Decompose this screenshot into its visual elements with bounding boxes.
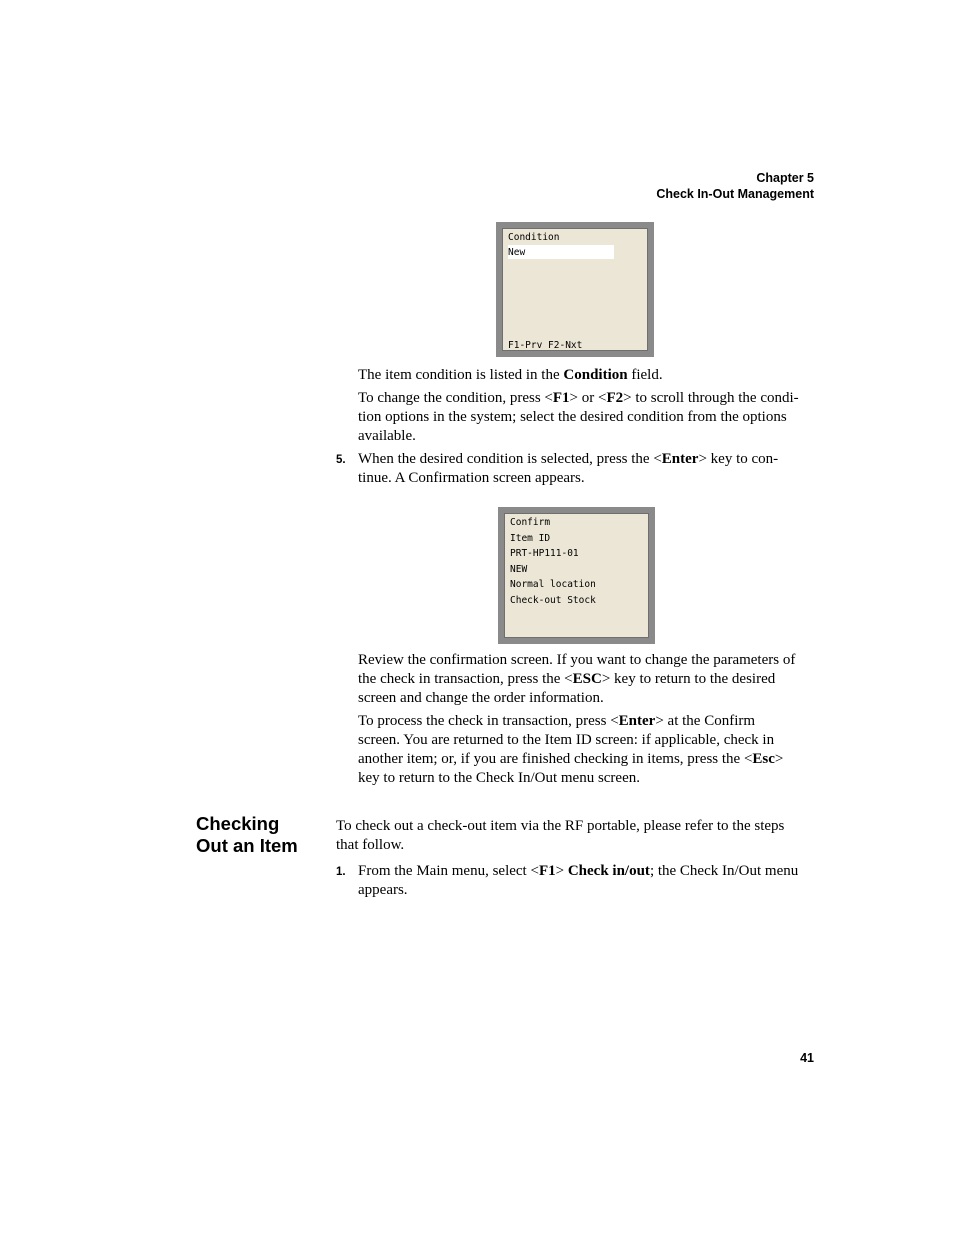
running-header-chapter: Chapter 5	[756, 171, 814, 185]
screen-selected-line: New	[508, 245, 614, 259]
step-number: 1.	[336, 866, 346, 878]
paragraph-review-confirmation: Review the confirmation screen. If you want to change the parameters of the check in transaction, press the <ESC> key to return to the desired screen and change the order information.	[358, 652, 796, 706]
screen-footer: F1-Prv F2-Nxt	[508, 340, 583, 351]
condition-screen	[496, 222, 654, 357]
section-heading: Checking Out an Item	[196, 813, 298, 856]
page-number: 41	[800, 1051, 814, 1065]
running-header-section: Check In-Out Management	[656, 187, 814, 201]
confirm-screen	[498, 507, 655, 644]
paragraph-condition-field: The item condition is listed in the Condition field.	[358, 367, 663, 383]
screen-line: Confirm	[510, 517, 551, 528]
screen-line: Condition	[508, 232, 560, 243]
screen-line: PRT-HP111-01	[510, 548, 579, 559]
paragraph-change-condition: To change the condition, press <F1> or <F2> to scroll through the condi- tion options in the system; select the desired condition from the options available.	[358, 390, 799, 444]
screen-line: Item ID	[510, 532, 551, 544]
screen-line: NEW	[510, 563, 528, 575]
step-1-text: From the Main menu, select <F1> Check in/out; the Check In/Out menu appears.	[358, 863, 799, 898]
step-5-text: When the desired condition is selected, press the <Enter> key to con- tinue. A Confirmation screen appears.	[358, 451, 779, 486]
step-number: 5.	[336, 454, 346, 466]
section-intro: To check out a check-out item via the RF portable, please refer to the steps that follow.	[336, 818, 785, 853]
paragraph-process-transaction: To process the check in transaction, press <Enter> at the Confirm screen. You are returned to the Item ID screen: if applicable, check in another item; or, if you are finished checking in items, press the <Esc> key to return to the Check In/Out menu screen.	[358, 713, 784, 786]
screen-line: Normal location	[510, 579, 596, 590]
screen-line: Check-out Stock	[510, 594, 596, 606]
